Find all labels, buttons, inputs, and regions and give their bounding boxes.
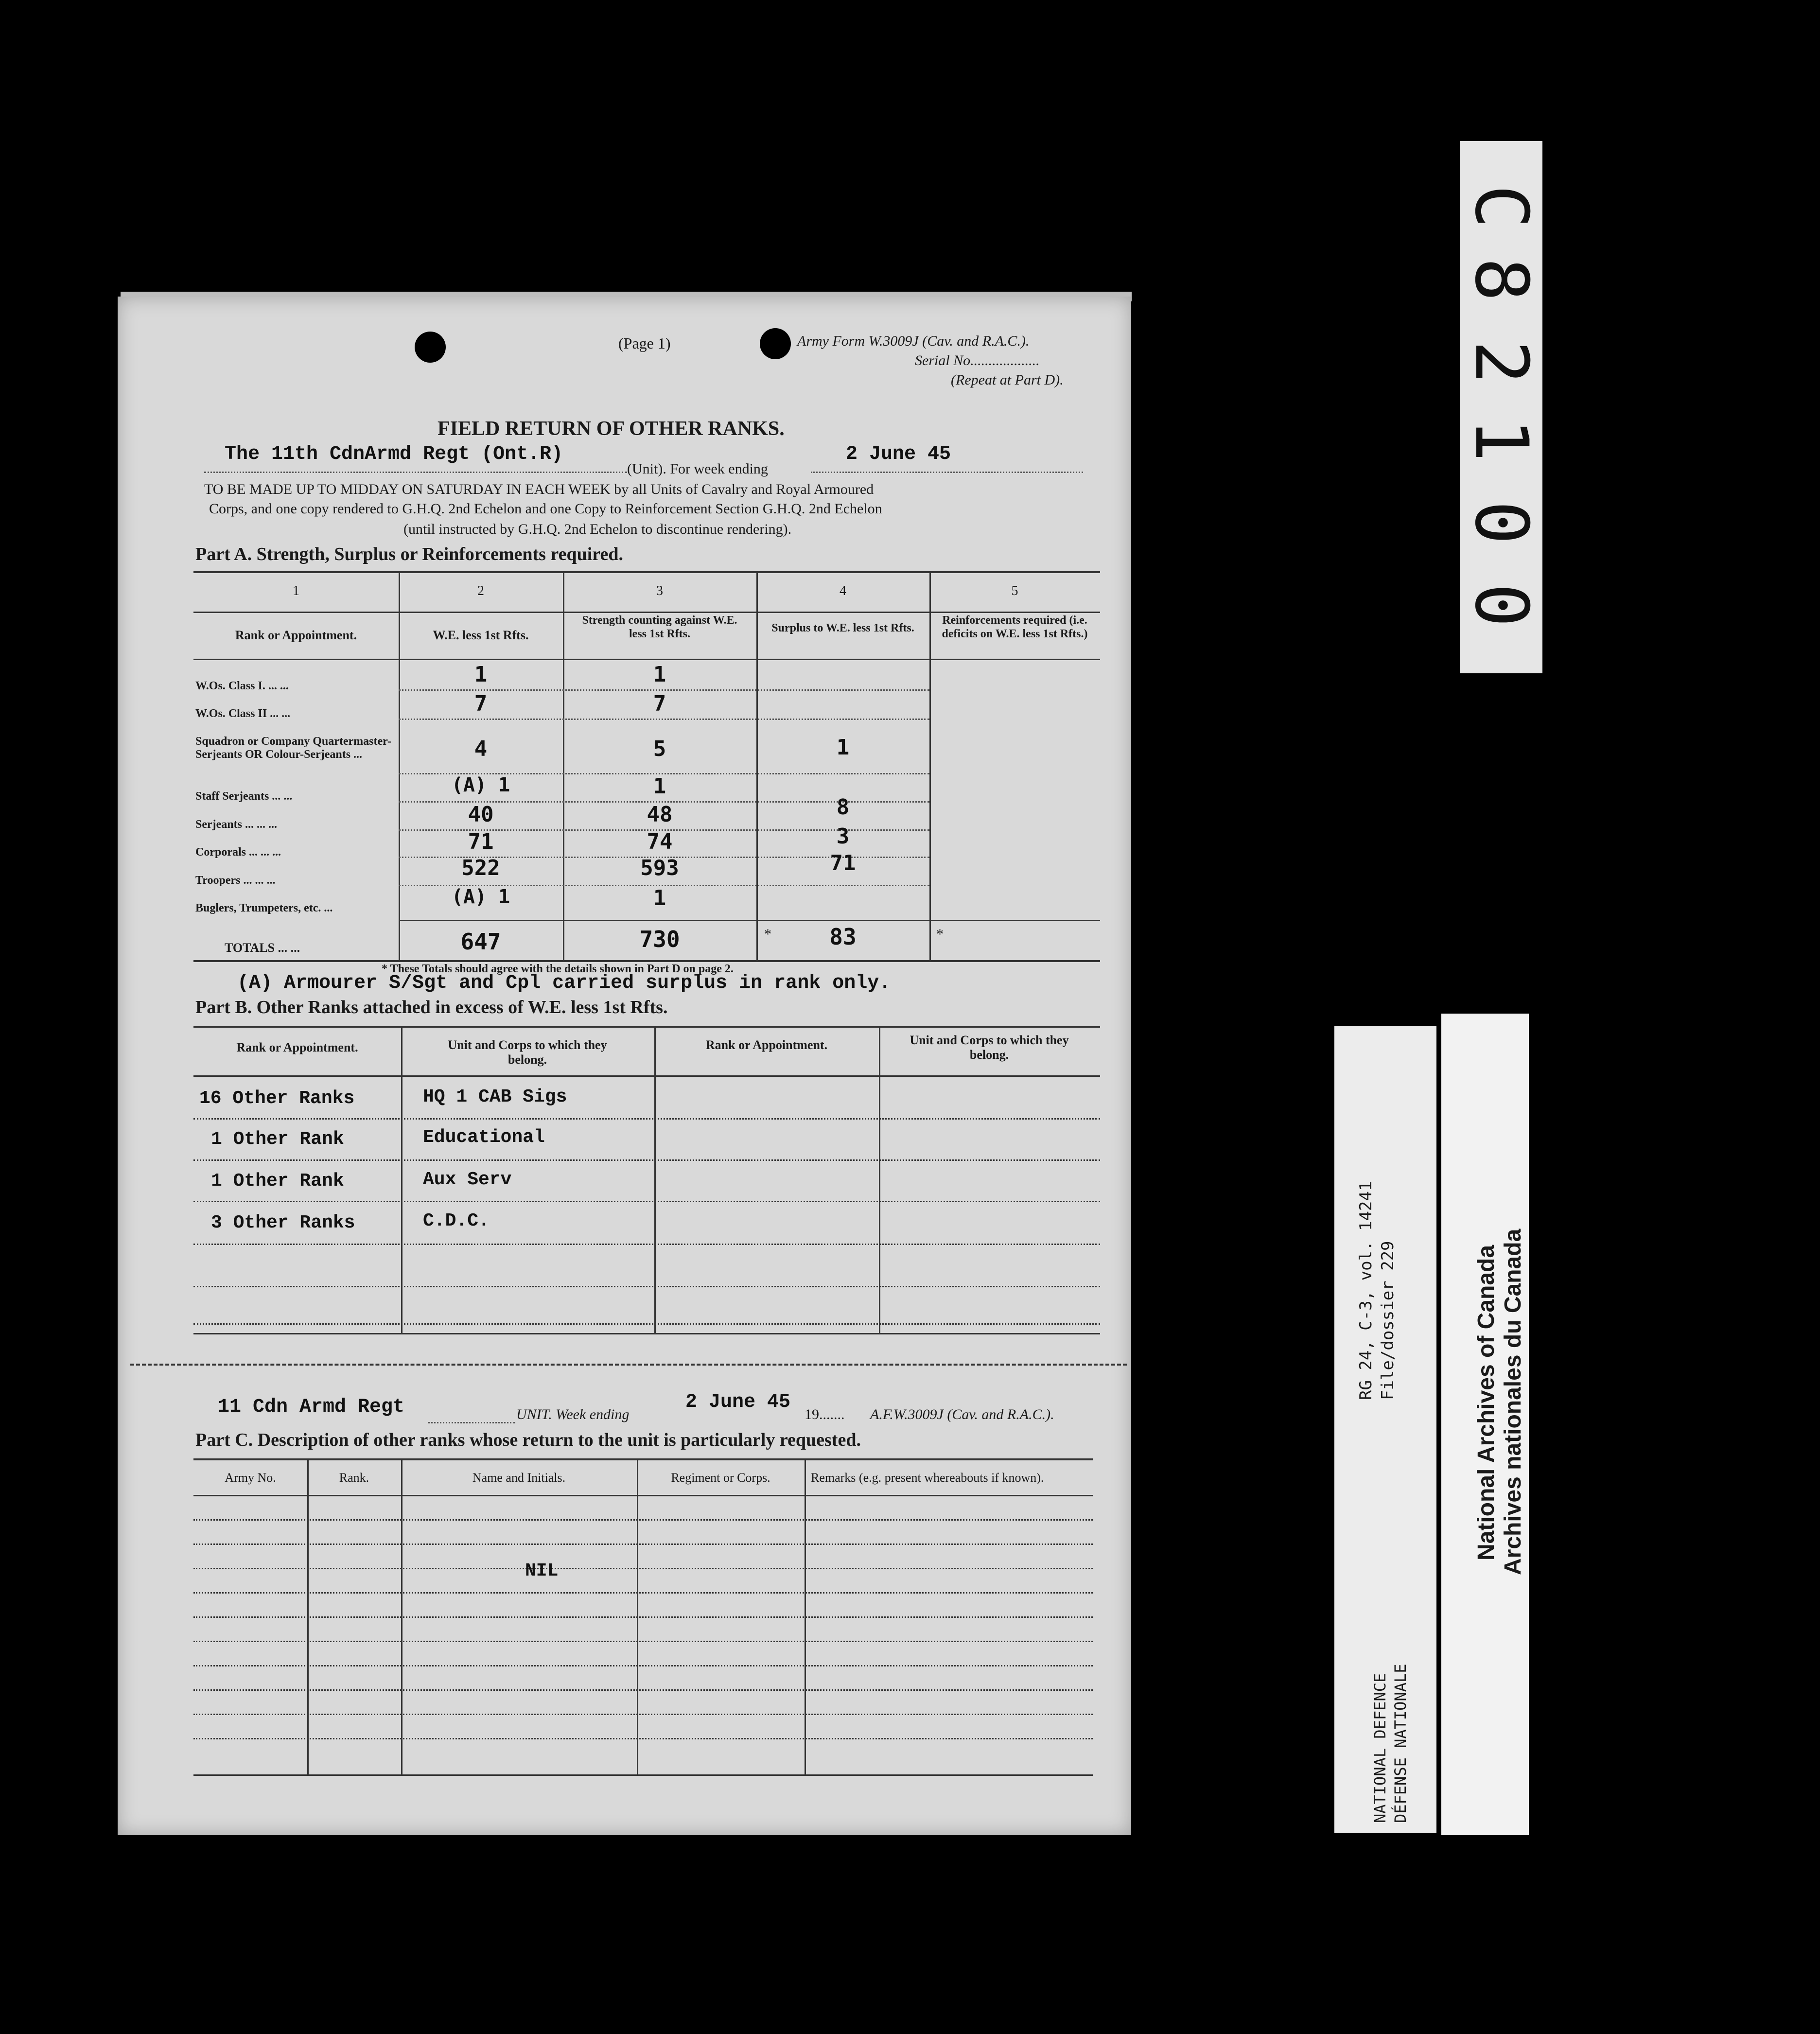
we-value: (A) 1 [451, 886, 510, 908]
reel-digit: 1 [1459, 418, 1543, 462]
strength-value: 1 [653, 662, 666, 687]
part-c-week-ending: 2 June 45 [685, 1391, 791, 1413]
rank-label: W.Os. Class I. ... ... [195, 680, 289, 692]
archives-name-fr: Archives nationales du Canada [1500, 1228, 1526, 1575]
attached-rank: 3 Other Ranks [211, 1212, 355, 1233]
part-c-row-rule [193, 1568, 1093, 1569]
repeat-note: (Repeat at Part D). [951, 372, 1064, 388]
strength-value: 7 [653, 691, 666, 716]
header-we: W.E. less 1st Rfts. [433, 628, 529, 642]
archive-ref-line-1: RG 24, C-3, vol. 14241 [1356, 1181, 1376, 1400]
part-b-top-rule [193, 1026, 1100, 1028]
attached-rank: 16 Other Ranks [199, 1088, 355, 1109]
we-value: 4 [474, 736, 488, 761]
part-c-year: 19....... [805, 1406, 845, 1422]
header-rank: Rank or Appointment. [235, 628, 357, 642]
microfilm-reel-number [1460, 141, 1542, 673]
rank-label: Staff Serjeants ... ... [195, 790, 293, 803]
total-reinf-asterisk: * [936, 926, 944, 942]
part-c-row-rule [193, 1519, 1093, 1521]
part-c-header-rule [193, 1495, 1093, 1496]
part-a-heading: Part A. Strength, Surplus or Reinforcements required. [195, 544, 623, 564]
part-c-row-rule [193, 1592, 1093, 1594]
surplus-value: 3 [836, 824, 850, 849]
part-b-row-rule [193, 1118, 1100, 1120]
part-b-row-rule [193, 1201, 1100, 1202]
row-rule [399, 689, 929, 691]
part-b-bottom-rule [193, 1333, 1100, 1334]
strength-value: 74 [647, 829, 673, 854]
part-c-bottom-rule [193, 1774, 1093, 1776]
part-c-row-rule [193, 1543, 1093, 1545]
part-c-header-name: Name and Initials. [472, 1471, 566, 1485]
strength-value: 5 [653, 736, 666, 761]
part-b-header-rule [193, 1075, 1100, 1077]
reel-digit: 2 [1459, 340, 1543, 385]
punch-hole [760, 328, 791, 359]
part-c-header-army-no: Army No. [225, 1471, 276, 1485]
attached-unit: HQ 1 CAB Sigs [423, 1087, 567, 1107]
we-value: 7 [474, 691, 488, 716]
part-c-top-rule [193, 1458, 1093, 1460]
part-c-nil: NIL [525, 1561, 559, 1581]
attached-unit: Aux Serv [423, 1169, 512, 1190]
part-b-heading: Part B. Other Ranks attached in excess of W.E. less 1st Rfts. [195, 997, 668, 1017]
armourer-note: (A) Armourer S/Sgt and Cpl carried surplus in rank only. [237, 972, 891, 994]
part-b-header-unit-2: Unit and Corps to which they belong. [910, 1033, 1069, 1062]
reel-digit: 0 [1459, 583, 1543, 628]
we-value: 40 [468, 802, 494, 827]
part-c-row-rule [193, 1641, 1093, 1642]
rank-label: Troopers ... ... ... [195, 874, 276, 887]
form-title: FIELD RETURN OF OTHER RANKS. [438, 418, 785, 440]
col-number-2: 2 [477, 583, 484, 598]
instructions-line-1: TO BE MADE UP TO MIDDAY ON SATURDAY IN EACH WEEK by all Units of Cavalry and Royal Armoured [204, 481, 874, 497]
archives-name-en: National Archives of Canada [1473, 1245, 1499, 1561]
part-b-header-rank: Rank or Appointment. [236, 1040, 358, 1054]
total-surplus: 83 [829, 924, 857, 950]
week-dotted-line [811, 472, 1083, 473]
col-number-1: 1 [293, 583, 299, 598]
header-surplus: Surplus to W.E. less 1st Rfts. [771, 622, 914, 634]
strength-value: 593 [640, 856, 679, 880]
week-ending: 2 June 45 [846, 443, 951, 465]
part-c-header-rank: Rank. [339, 1471, 369, 1485]
total-strength: 730 [639, 926, 680, 952]
attached-unit: Educational [423, 1127, 545, 1148]
part-b-row-rule [193, 1159, 1100, 1161]
totals-label: TOTALS ... ... [225, 941, 300, 955]
part-c-row-rule [193, 1689, 1093, 1691]
part-a-body-rule [193, 659, 1100, 660]
part-c-row-rule [193, 1714, 1093, 1715]
strength-value: 1 [653, 774, 666, 799]
reel-digit: C [1459, 184, 1543, 229]
part-a-top-rule [193, 571, 1100, 573]
strength-value: 48 [647, 802, 673, 827]
reel-digit: 0 [1459, 500, 1543, 545]
we-value: 522 [461, 856, 500, 880]
part-c-row-rule [193, 1738, 1093, 1739]
form-number: Army Form W.3009J (Cav. and R.A.C.). [797, 333, 1030, 349]
we-value: 71 [468, 829, 494, 854]
part-a-col-divider [756, 571, 758, 960]
unit-label: (Unit). For week ending [627, 461, 768, 477]
header-reinforcements: Reinforcements required (i.e. deficits on W.E. less 1st Rfts.) [942, 614, 1088, 640]
header-strength: Strength counting against W.E. less 1st Rfts. [582, 614, 737, 640]
department-line-2: DÉFENSE NATIONALE [1391, 1664, 1410, 1823]
unit-name: The 11th CdnArmd Regt (Ont.R) [225, 443, 563, 465]
part-c-form-ref: A.F.W.3009J (Cav. and R.A.C.). [870, 1406, 1054, 1422]
attached-rank: 1 Other Rank [211, 1171, 344, 1192]
tear-off-line [130, 1364, 1127, 1366]
unit-dotted-line [204, 472, 627, 473]
part-c-unit: 11 Cdn Armd Regt [218, 1396, 405, 1418]
surplus-value: 8 [836, 795, 850, 820]
col-number-4: 4 [840, 583, 846, 598]
part-a-bottom-rule [193, 960, 1100, 962]
instructions-line-2: Corps, and one copy rendered to G.H.Q. 2nd Echelon and one Copy to Reinforcement Section G.H.Q. 2nd Echelon [209, 501, 882, 517]
part-c-unit-dots [428, 1422, 515, 1423]
serial-number: Serial No................... [915, 352, 1040, 368]
rank-label: Squadron or Company Quartermaster-Serjeants OR Colour-Serjeants ... [195, 735, 391, 761]
part-b-header-rank-2: Rank or Appointment. [705, 1038, 828, 1052]
archive-ref-line-2: File/dossier 229 [1378, 1241, 1398, 1400]
row-rule [399, 719, 929, 720]
rank-label: Buglers, Trumpeters, etc. ... [195, 902, 333, 914]
part-c-heading: Part C. Description of other ranks whose return to the unit is particularly requested. [195, 1430, 861, 1450]
rank-label: Corporals ... ... ... [195, 846, 281, 859]
reel-digit: 8 [1459, 257, 1543, 302]
part-c-header-regiment: Regiment or Corps. [671, 1471, 770, 1485]
col-number-3: 3 [656, 583, 663, 598]
strength-value: 1 [653, 886, 666, 911]
part-c-row-rule [193, 1665, 1093, 1666]
rank-label: W.Os. Class II ... ... [195, 707, 291, 720]
totals-footnote: * These Totals should agree with the details shown in Part D on page 2. [382, 963, 734, 975]
we-value: (A) 1 [451, 774, 510, 796]
surplus-value: 1 [836, 735, 850, 760]
part-b-row-rule [193, 1323, 1100, 1325]
part-a-header-rule [193, 612, 1100, 613]
part-a-col-divider [929, 571, 931, 960]
part-c-header-remarks: Remarks (e.g. present whereabouts if known). [811, 1471, 1044, 1485]
we-value: 1 [474, 662, 488, 687]
part-c-row-rule [193, 1616, 1093, 1618]
total-we: 647 [460, 929, 501, 955]
rank-label: Serjeants ... ... ... [195, 818, 277, 831]
total-asterisk: * [764, 926, 771, 942]
col-number-5: 5 [1011, 583, 1018, 598]
part-b-row-rule [193, 1244, 1100, 1245]
instructions-line-3: (until instructed by G.H.Q. 2nd Echelon to discontinue rendering). [403, 521, 792, 537]
totals-rule [399, 920, 1100, 921]
page-label: (Page 1) [618, 334, 671, 352]
surplus-value: 71 [830, 851, 856, 876]
part-c-unit-label: UNIT. Week ending [516, 1406, 630, 1422]
part-b-row-rule [193, 1286, 1100, 1287]
part-b-header-unit: Unit and Corps to which they belong. [448, 1038, 607, 1067]
punch-hole [415, 332, 446, 363]
department-line-1: NATIONAL DEFENCE [1371, 1673, 1389, 1823]
attached-rank: 1 Other Rank [211, 1129, 344, 1150]
attached-unit: C.D.C. [423, 1210, 490, 1231]
